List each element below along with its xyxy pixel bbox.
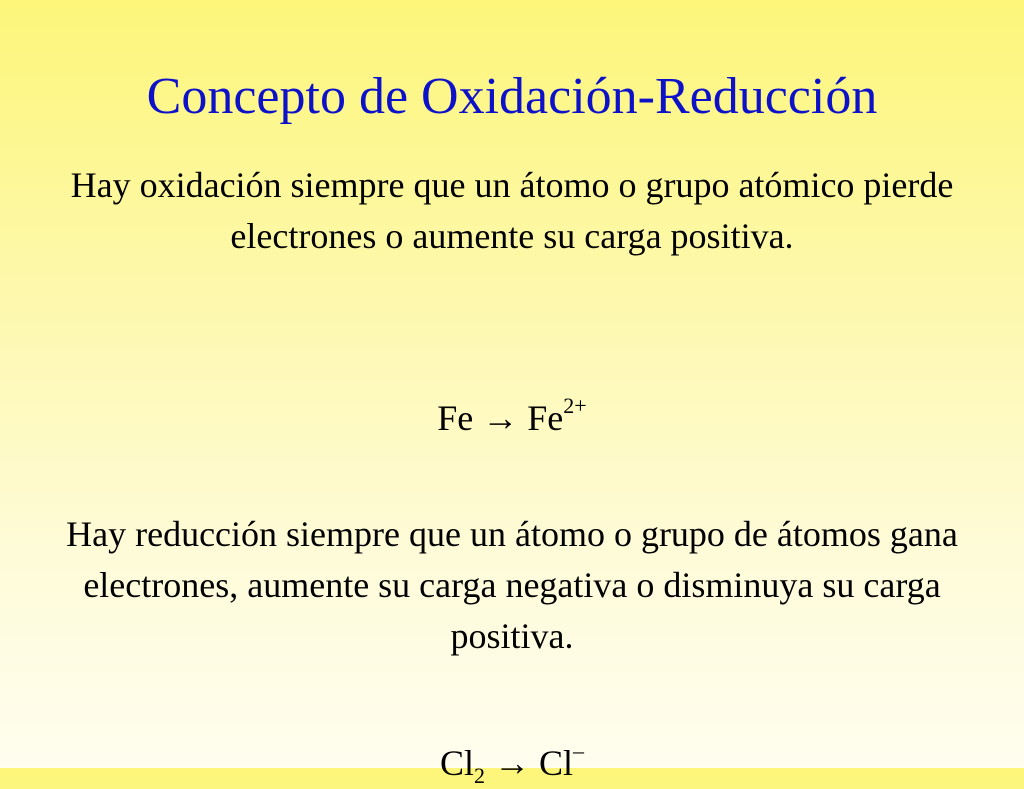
reduction-product-charge: – [573,738,585,763]
reduction-definition: Hay reducción siempre que un átomo o grupo de átomos gana electrones, aumente su carga negativa o disminuya su carga positiva. [66,514,958,656]
arrow-icon: → [494,743,530,783]
reduction-reactant: Cl [439,743,474,783]
oxidation-product-charge: 2+ [563,393,587,418]
reduction-reactant-subscript: 2 [474,763,485,789]
arrow-icon: → [482,398,519,438]
slide-title: Concepto de Oxidación-Reducción [146,68,878,125]
oxidation-product: Fe [527,398,564,438]
reduction-product: Cl [539,743,574,783]
oxidation-equation [0,393,1024,444]
oxidation-definition: Hay oxidación siempre que un átomo o grupo atómico pierde electrones o aumente su carga positiva. [70,165,954,256]
reduction-equation [0,738,1024,789]
oxidation-reactant: Fe [437,398,474,438]
